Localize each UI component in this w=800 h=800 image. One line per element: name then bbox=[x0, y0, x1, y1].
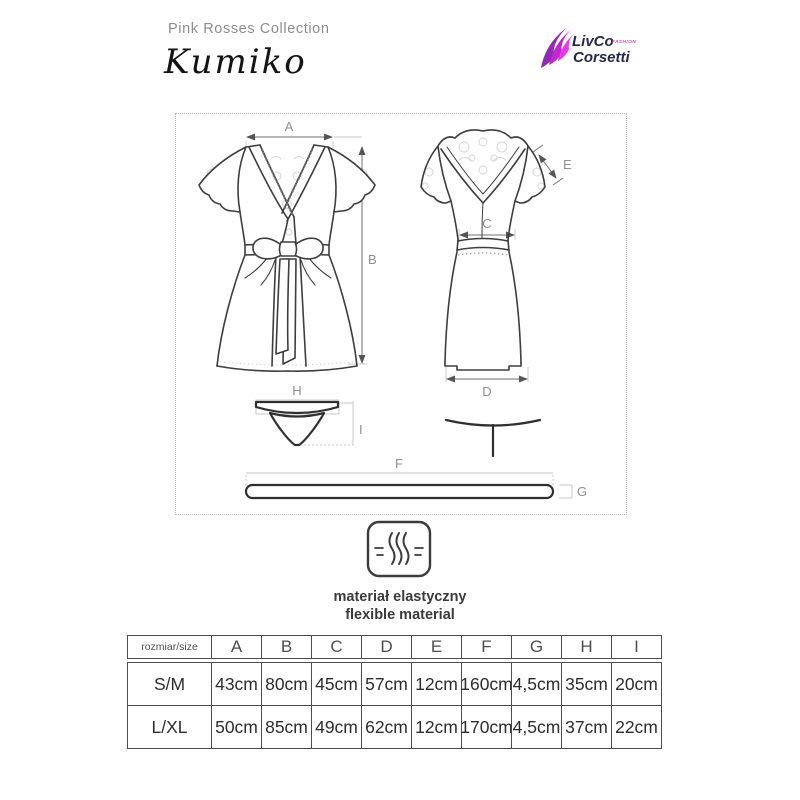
size-cell: 85cm bbox=[261, 705, 311, 748]
size-cell: 12cm bbox=[411, 705, 461, 748]
size-row-label: L/XL bbox=[128, 705, 211, 748]
material-description bbox=[280, 588, 520, 624]
size-cell: 35cm bbox=[561, 663, 611, 705]
size-cell: 4,5cm bbox=[511, 663, 561, 705]
brand-logo bbox=[538, 24, 650, 76]
column-header-h: H bbox=[561, 636, 611, 658]
elastic-material-icon bbox=[366, 520, 432, 578]
dim-label-i: I bbox=[359, 422, 363, 437]
column-header-c: C bbox=[311, 636, 361, 658]
dim-label-h: H bbox=[292, 383, 302, 398]
dim-label-d: D bbox=[482, 384, 492, 399]
size-table bbox=[127, 635, 662, 749]
dim-label-g: G bbox=[577, 484, 588, 499]
column-header-a: A bbox=[211, 636, 261, 658]
material-text-en: flexible material bbox=[345, 607, 455, 623]
size-cell: 160cm bbox=[461, 663, 511, 705]
column-header-i: I bbox=[611, 636, 661, 658]
size-cell: 50cm bbox=[211, 705, 261, 748]
robe-front-drawing bbox=[199, 137, 375, 371]
size-cell: 20cm bbox=[611, 663, 661, 705]
logo-text-fashion: FASHION bbox=[612, 40, 637, 45]
size-row-label: S/M bbox=[153, 673, 186, 694]
size-cell: 49cm bbox=[311, 705, 361, 748]
material-text-pl: materiał elastyczny bbox=[333, 589, 467, 605]
product-name: Kumiko bbox=[164, 42, 307, 82]
size-cell: 12cm bbox=[411, 663, 461, 705]
column-header-b: B bbox=[261, 636, 311, 658]
dim-label-b: B bbox=[368, 252, 377, 267]
size-table-header-row bbox=[127, 635, 662, 659]
dim-label-f: F bbox=[395, 456, 403, 471]
logo-wing-icon bbox=[541, 27, 576, 68]
measurement-diagram bbox=[175, 113, 627, 515]
dim-label-e: E bbox=[563, 157, 572, 172]
column-header-d: D bbox=[361, 636, 411, 658]
size-cell: 80cm bbox=[261, 663, 311, 705]
size-table-body bbox=[127, 662, 662, 749]
size-cell: 22cm bbox=[611, 705, 661, 748]
size-cell: 45cm bbox=[311, 663, 361, 705]
logo-text-corsetti: Corsetti bbox=[573, 49, 630, 66]
size-cell: 57cm bbox=[361, 663, 411, 705]
size-cell: 43cm bbox=[211, 663, 261, 705]
dim-label-a: A bbox=[284, 119, 294, 134]
size-table-corner-label: rozmiar/size bbox=[141, 641, 198, 653]
thong-back-drawing bbox=[446, 420, 540, 456]
robe-back-drawing bbox=[421, 130, 563, 382]
column-header-e: E bbox=[411, 636, 461, 658]
belt-drawing bbox=[246, 473, 572, 498]
logo-text-livco: LivCo bbox=[572, 33, 614, 50]
panties-drawing bbox=[256, 400, 353, 445]
column-header-f: F bbox=[461, 636, 511, 658]
column-header-g: G bbox=[511, 636, 561, 658]
size-cell: 4,5cm bbox=[511, 705, 561, 748]
size-cell: 62cm bbox=[361, 705, 411, 748]
size-cell: 170cm bbox=[461, 705, 511, 748]
collection-title: Pink Rosses Collection bbox=[168, 21, 330, 37]
dim-label-c: C bbox=[482, 216, 492, 231]
size-cell: 37cm bbox=[561, 705, 611, 748]
